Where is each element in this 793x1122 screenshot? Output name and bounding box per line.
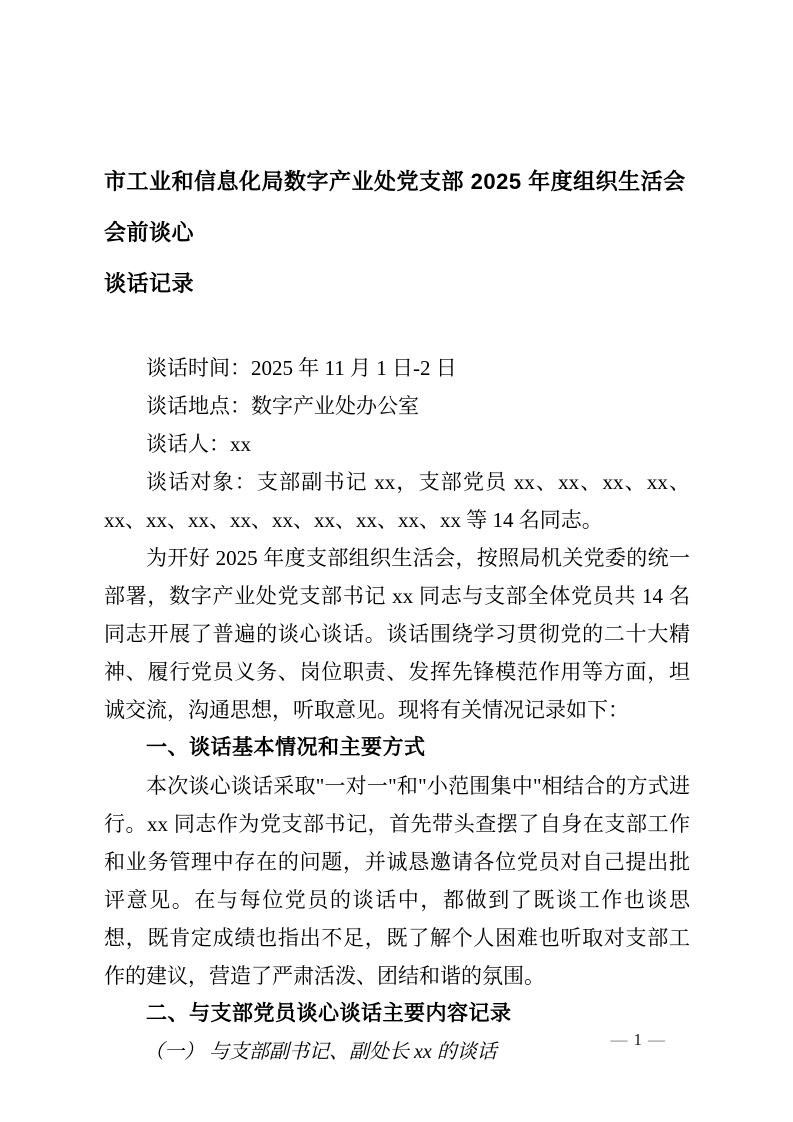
subsection-1-heading: （一） 与支部副书记、副处长 xx 的谈话 (144, 1041, 497, 1063)
footer-dash-right: — (648, 1030, 665, 1049)
footer-dash-left: — (610, 1030, 628, 1049)
meta-interviewer: 谈话人：xx (146, 432, 251, 456)
meta-talk-place: 谈话地点：数字产业处办公室 (146, 394, 419, 418)
intro-paragraph: 为开好 2025 年度支部组织生活会，按照局机关党委的统一部署，数字产业处党支部书记 xx 同志与支部全体党员共 14 名同志开展了普遍的谈心谈话。谈话围绕学习贯彻党的二十大精神、履行党员义务、岗位职责、发挥先锋模范作用等方面，坦诚交流，沟通思想，听取意见。现将有关情况记录如下： (104, 546, 690, 722)
document-body (104, 349, 690, 1071)
document-title (104, 156, 690, 309)
section-1-paragraph: 本次谈心谈话采取"一对一"和"小范围集中"相结合的方式进行。xx 同志作为党支部书记，首先带头查摆了自身在支部工作和业务管理中存在的问题，并诚恳邀请各位党员对自己提出批评意见。在与每位党员的谈话中，都做到了既谈工作也谈思想，既肯定成绩也指出不足，既了解个人困难也听取对支部工作的建议，营造了严肃活泼、团结和谐的氛围。 (104, 774, 690, 988)
meta-interviewees: 谈话对象：支部副书记 xx，支部党员 xx、xx、xx、xx、xx、xx、xx、xx、xx、xx、xx、xx、xx 等 14 名同志。 (104, 470, 690, 532)
meta-talk-time: 谈话时间：2025 年 11 月 1 日-2 日 (146, 356, 457, 380)
document-title-line-1: 市工业和信息化局数字产业处党支部 2025 年度组织生活会会前谈心 (104, 169, 686, 245)
document-title-line-2: 谈话记录 (104, 271, 195, 296)
section-2-heading: 二、与支部党员谈心谈话主要内容记录 (146, 1002, 512, 1025)
page-number: 1 (633, 1030, 642, 1049)
document-content (104, 156, 690, 1071)
page-footer (605, 1030, 672, 1050)
section-1-heading: 一、谈话基本情况和主要方式 (146, 736, 426, 759)
